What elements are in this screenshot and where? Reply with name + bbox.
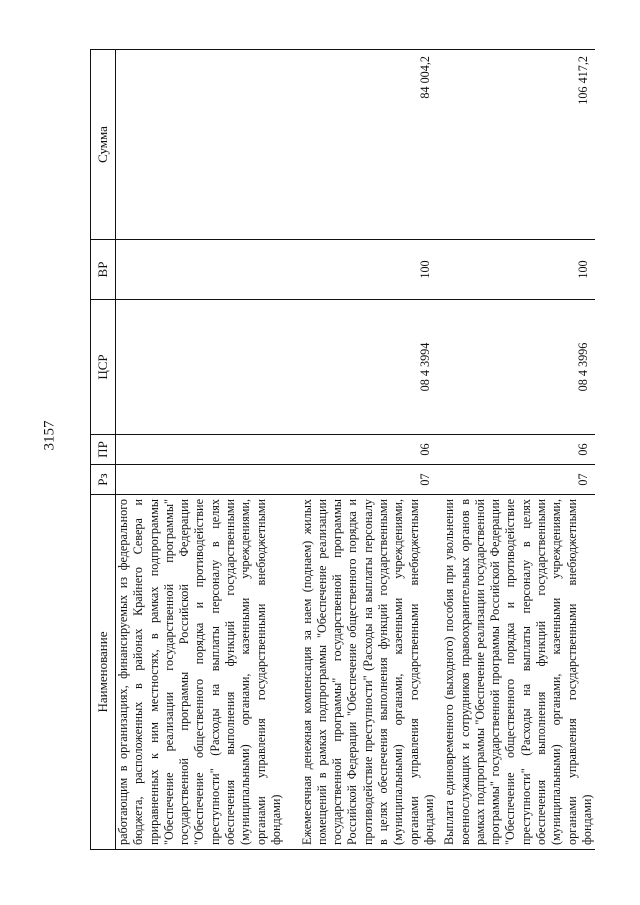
header-rz: Рз	[91, 465, 116, 495]
row-name: работающим в организациях, финансируемых из федерального бюджета, расположенных в районах Крайнего Севера и приравненных к ним местностях, в рамках подпрограммы "Обеспечение реализации государственной программы" государственной программы Российской Федерации "Обеспечение общественного порядка и противодействие преступности" (Расходы на выплаты персоналу в целях обеспечения выполнения функций государственными (муниципальными) органами, казенными учреждениями, органами управления государственными внебюджетными фондами)	[116, 495, 285, 850]
page-number: 3157	[41, 420, 58, 451]
row-name: Выплата единовременного (выходного) пособия при увольнении военнослужащих и сотрудников правоохранительных органов в рамках подпрограммы "Обеспечение реализации государственной программы" государственной программы Российской Федерации "Обеспечение общественного порядка и противодействие преступности" (Расходы на выплаты персоналу в целях обеспечения выполнения функций государственными (муниципальными) органами, казенными учреждениями, органами управления государственными внебюджетными фондами)	[437, 495, 595, 850]
row-sum: 106 417,2	[437, 50, 595, 240]
row-vr: 100	[437, 240, 595, 300]
header-vr: ВР	[91, 240, 116, 300]
table-row	[284, 50, 437, 850]
table-row	[437, 50, 595, 850]
row-pr	[116, 435, 285, 465]
row-rz: 07	[284, 465, 437, 495]
row-csr	[116, 300, 285, 435]
row-name: Ежемесячная денежная компенсация за наем (поднаем) жилых помещений в рамках подпрограммы "Обеспечение реализации государственной программы" государственной программы Российской Федерации "Обеспечение общественного порядка и противодействие преступности" (Расходы на выплаты персоналу в целях обеспечения выполнения функций государственными (муниципальными) органами, казенными учреждениями, органами управления государственными внебюджетными фондами)	[284, 495, 437, 850]
budget-table	[90, 49, 595, 850]
row-csr: 08 4 3994	[284, 300, 437, 435]
header-name: Наименование	[91, 495, 116, 850]
table-row	[116, 50, 285, 850]
budget-table-container	[90, 50, 600, 850]
row-pr: 06	[437, 435, 595, 465]
row-rz: 07	[437, 465, 595, 495]
header-sum: Сумма	[91, 50, 116, 240]
row-csr: 08 4 3996	[437, 300, 595, 435]
header-csr: ЦСР	[91, 300, 116, 435]
header-pr: ПР	[91, 435, 116, 465]
table-header-row	[91, 50, 116, 850]
row-sum: 84 004,2	[284, 50, 437, 240]
row-sum	[116, 50, 285, 240]
row-vr: 100	[284, 240, 437, 300]
row-pr: 06	[284, 435, 437, 465]
row-vr	[116, 240, 285, 300]
row-rz	[116, 465, 285, 495]
